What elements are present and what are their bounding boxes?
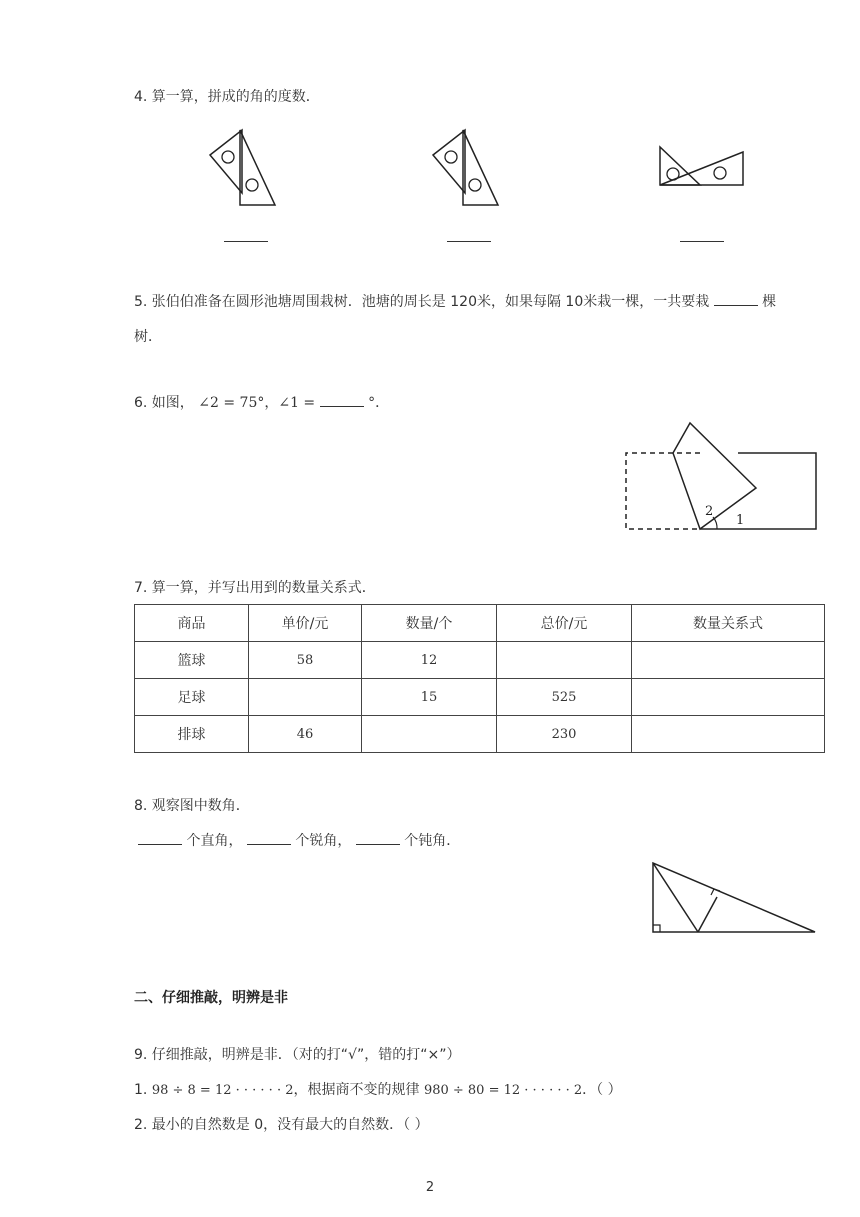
table-answer-cell[interactable] xyxy=(497,642,632,679)
table-row xyxy=(135,642,825,679)
table-header-row xyxy=(135,605,825,642)
q8-part-2: 个锐角， xyxy=(295,833,352,849)
q8-part-3: 个钝角． xyxy=(404,833,461,849)
q8-obtuse-angle-blank[interactable] xyxy=(356,831,400,845)
q5-text-end: 棵 xyxy=(762,294,777,310)
q6-suffix: °． xyxy=(368,395,390,411)
table-answer-cell[interactable] xyxy=(362,716,497,753)
q4-figure-1 xyxy=(200,125,290,210)
table-cell: 58 xyxy=(249,642,362,679)
q9-item-1-answer-bracket[interactable]: ．（ ） xyxy=(582,1082,622,1098)
table-cell: 排球 xyxy=(135,716,249,753)
q7-price-table xyxy=(134,604,825,753)
q9-item-1-text: ，根据商不变的规律 xyxy=(293,1082,424,1098)
q6-folded-rectangle-figure xyxy=(620,418,825,536)
table-answer-cell[interactable] xyxy=(632,679,825,716)
table-cell: 525 xyxy=(497,679,632,716)
table-cell: 230 xyxy=(497,716,632,753)
q6-angle-label-1: 1 xyxy=(736,513,745,528)
q5-answer-blank[interactable] xyxy=(714,292,758,306)
table-answer-cell[interactable] xyxy=(632,716,825,753)
table-cell: 12 xyxy=(362,642,497,679)
q8-acute-angle-blank[interactable] xyxy=(247,831,291,845)
q8-answers xyxy=(138,831,460,851)
table-header-cell: 数量/个 xyxy=(362,605,497,642)
q8-right-angle-blank[interactable] xyxy=(138,831,182,845)
table-header-cell: 数量关系式 xyxy=(632,605,825,642)
q4-figure-3 xyxy=(655,142,750,192)
section-2-title: 二、仔细推敲，明辨是非 xyxy=(134,990,288,1006)
table-header-cell: 单价/元 xyxy=(249,605,362,642)
q6-prefix: 6. 如图， xyxy=(134,395,194,411)
table-cell: 篮球 xyxy=(135,642,249,679)
q6-title xyxy=(134,393,389,413)
q6-angle-label-2: 2 xyxy=(705,504,714,519)
table-answer-cell[interactable] xyxy=(249,679,362,716)
q9-item-2[interactable]: 2. 最小的自然数是 0，没有最大的自然数．（ ） xyxy=(134,1117,429,1133)
q9-title: 9. 仔细推敲，明辨是非．（对的打“√”，错的打“×”） xyxy=(134,1047,461,1063)
q4-answer-blank-2[interactable] xyxy=(447,241,491,242)
q9-item-1-math-1: 98 ÷ 8 = 12 · · · · · · 2 xyxy=(151,1083,294,1098)
table-answer-cell[interactable] xyxy=(632,642,825,679)
q4-title: 4. 算一算，拼成的角的度数． xyxy=(134,89,320,105)
table-row xyxy=(135,716,825,753)
q4-answer-blank-3[interactable] xyxy=(680,241,724,242)
q6-given: ∠2 = 75°，∠1 = xyxy=(198,395,316,411)
q5-text: 5. 张伯伯准备在圆形池塘周围栽树．池塘的周长是 120米，如果每隔 10米栽一棵，一共要栽 xyxy=(134,294,710,310)
table-cell: 46 xyxy=(249,716,362,753)
page-number: 2 xyxy=(425,1180,435,1195)
q6-answer-blank[interactable] xyxy=(320,393,364,407)
q4-answer-blank-1[interactable] xyxy=(224,241,268,242)
q4-figure-2 xyxy=(423,125,513,210)
q7-title: 7. 算一算，并写出用到的数量关系式． xyxy=(134,580,376,596)
q8-title: 8. 观察图中数角． xyxy=(134,798,250,814)
table-cell: 15 xyxy=(362,679,497,716)
q9-item-1-math-2: 980 ÷ 80 = 12 · · · · · · 2 xyxy=(423,1083,583,1098)
table-cell: 足球 xyxy=(135,679,249,716)
table-row xyxy=(135,679,825,716)
q9-item-1-number: 1. xyxy=(134,1082,152,1098)
table-header-cell: 总价/元 xyxy=(497,605,632,642)
q8-part-1: 个直角， xyxy=(186,833,243,849)
table-header-cell: 商品 xyxy=(135,605,249,642)
q5-line-1 xyxy=(134,292,776,312)
q5-line-2: 树． xyxy=(134,329,162,345)
q9-item-1 xyxy=(134,1080,622,1101)
q8-triangle-figure xyxy=(645,855,823,940)
